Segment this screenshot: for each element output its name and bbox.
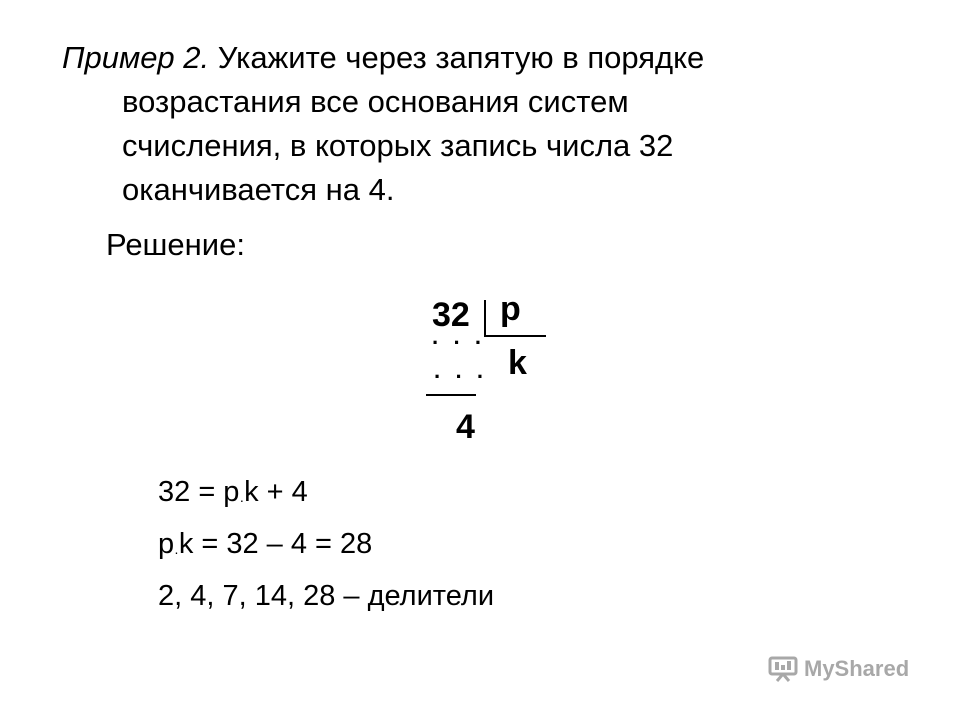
division-quotient: k [508, 344, 527, 382]
division-divisor-underline [484, 335, 546, 337]
equation-line-1 [158, 470, 494, 522]
solution-label: Решение: [106, 227, 245, 262]
problem-line-2: возрастания все основания систем [122, 84, 629, 119]
problem-line-1 [62, 36, 892, 80]
equation-1-part-b: k + 4 [244, 476, 308, 508]
division-dividend: 32 [432, 296, 470, 334]
presentation-screen-icon [768, 656, 798, 682]
problem-text-1: Укажите через запятую в порядке [209, 40, 705, 75]
equation-line-2 [158, 522, 494, 574]
equations-block [158, 470, 494, 618]
problem-line-4: оканчивается на 4. [122, 172, 395, 207]
division-divisor: p [500, 290, 521, 328]
equation-2-part-b: k = 32 – 4 = 28 [178, 528, 373, 560]
multiplication-dot-2: · [174, 544, 179, 560]
division-dots-1: · · · [432, 330, 487, 355]
division-dots-2: · · · [434, 364, 489, 389]
myshared-watermark [768, 656, 909, 682]
division-remainder: 4 [456, 408, 475, 446]
long-division-diagram [420, 288, 560, 446]
watermark-text: MyShared [804, 656, 910, 681]
equation-1-part-a: 32 = p [158, 476, 240, 508]
division-subtraction-line [426, 394, 476, 396]
problem-label: Пример 2. [62, 40, 210, 75]
problem-line-3: счисления, в которых запись числа 32 [122, 128, 674, 163]
equation-2-part-a: p [158, 528, 175, 560]
equation-line-3: 2, 4, 7, 14, 28 – делители [158, 580, 495, 612]
multiplication-dot-1: · [239, 492, 245, 508]
problem-statement [62, 36, 892, 212]
